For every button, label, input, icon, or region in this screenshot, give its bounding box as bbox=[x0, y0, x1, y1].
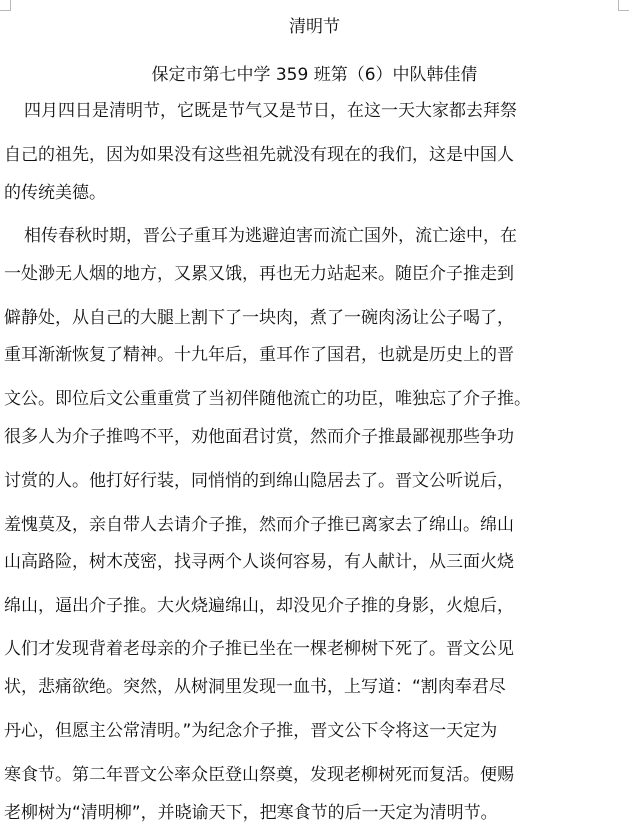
top-left-margin-mark bbox=[0, 0, 11, 11]
body-text-line: 绵山，逼出介子推。大火烧遍绵山，却没见介子推的身影，火熄后， bbox=[4, 596, 514, 616]
body-text-line: 老柳树为“清明柳”，并晓谕天下，把寒食节的后一天定为清明节。 bbox=[4, 803, 498, 823]
document-author-line: 保定市第七中学 359 班第（6）中队韩佳倩 bbox=[151, 65, 478, 85]
body-text-line: 一处渺无人烟的地方，又累又饿，再也无力站起来。随臣介子推走到 bbox=[4, 264, 514, 284]
body-text-line: 相传春秋时期，晋公子重耳为逃避迫害而流亡国外，流亡途中，在 bbox=[24, 226, 517, 246]
body-text-line: 很多人为介子推鸣不平，劝他面君讨赏，然而介子推最鄙视那些争功 bbox=[4, 427, 514, 447]
body-text-line: 的传统美德。 bbox=[4, 183, 106, 203]
top-right-margin-mark bbox=[618, 0, 629, 11]
body-text-line: 文公。即位后文公重重赏了当初伴随他流亡的功臣，唯独忘了介子推。 bbox=[4, 389, 531, 409]
body-text-line: 寒食节。第二年晋文公率众臣登山祭奠，发现老柳树死而复活。便赐 bbox=[4, 765, 514, 785]
body-text-line: 丹心，但愿主公常清明。”为纪念介子推，晋文公下令将这一天定为 bbox=[4, 721, 498, 741]
body-text-line: 僻静处，从自己的大腿上割下了一块肉，煮了一碗肉汤让公子喝了， bbox=[4, 308, 514, 328]
body-text-line: 自己的祖先，因为如果没有这些祖先就没有现在的我们，这是中国人 bbox=[4, 145, 514, 165]
body-text-line: 状，悲痛欲绝。突然，从树洞里发现一血书，上写道：“割肉奉君尽 bbox=[4, 677, 506, 697]
body-text-line: 重耳渐渐恢复了精神。十九年后，重耳作了国君，也就是历史上的晋 bbox=[4, 345, 514, 365]
body-text-line: 四月四日是清明节，它既是节气又是节日，在这一天大家都去拜祭 bbox=[24, 101, 517, 121]
body-text-line: 讨赏的人。他打好行装，同悄悄的到绵山隐居去了。晋文公听说后， bbox=[4, 471, 514, 491]
document-title: 清明节 bbox=[289, 17, 340, 37]
body-text-line: 山高路险，树木茂密，找寻两个人谈何容易，有人献计，从三面火烧 bbox=[4, 552, 514, 572]
body-text-line: 人们才发现背着老母亲的介子推已坐在一棵老柳树下死了。晋文公见 bbox=[4, 639, 514, 659]
body-text-line: 羞愧莫及，亲自带人去请介子推，然而介子推已离家去了绵山。绵山 bbox=[4, 515, 514, 535]
